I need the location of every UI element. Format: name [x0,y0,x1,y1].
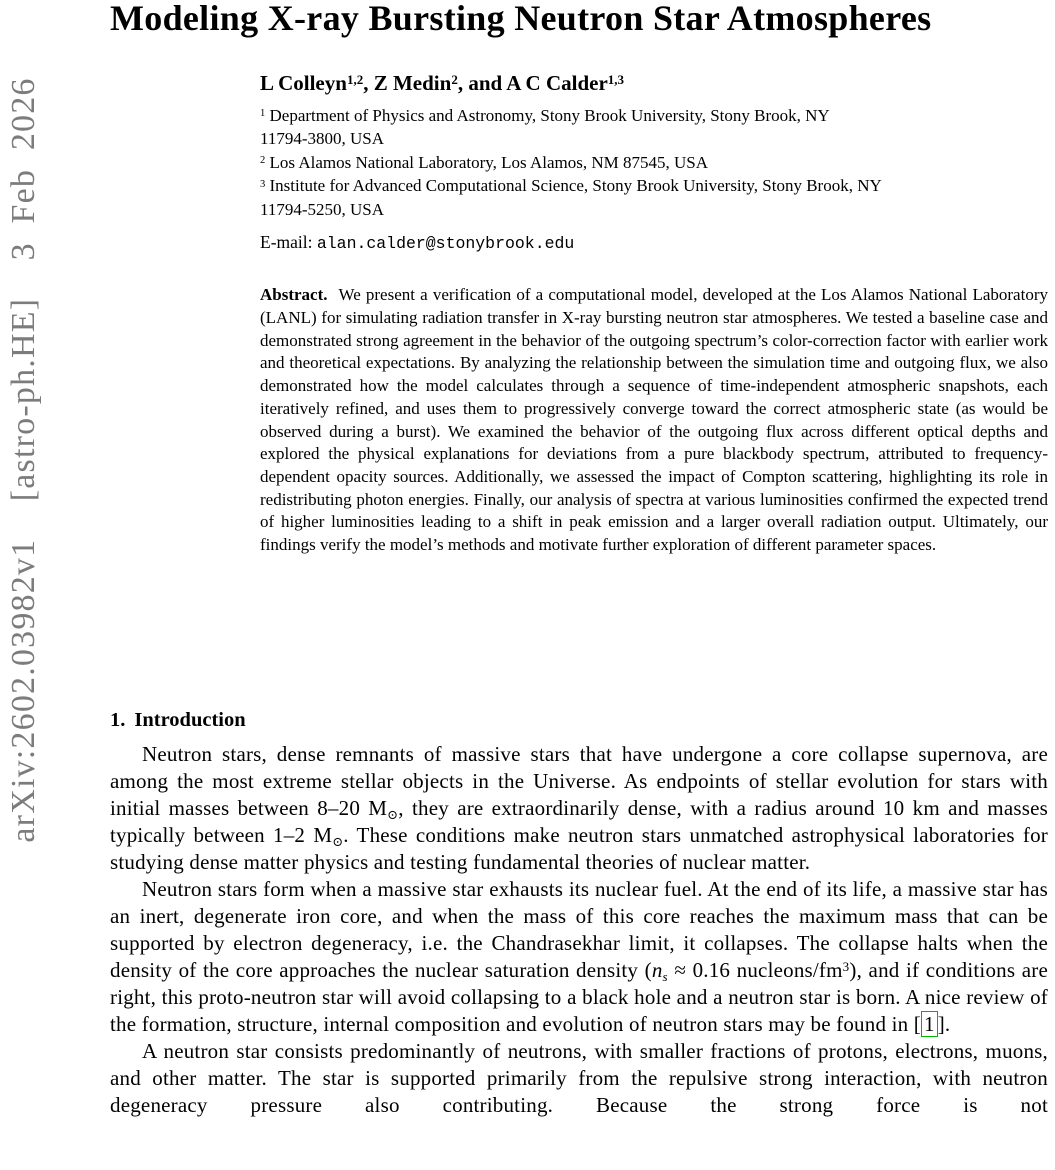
text-run: , they are extraordinarily dense, with a radius around 10 km and masses typically between 1–2 M [110,796,1048,847]
solar-mass-symbol: ⊙ [332,833,344,849]
text-run: ≈ 0.16 nucleons/fm [667,958,843,982]
saturation-density-subscript: s [662,968,668,984]
email-label: E-mail: [260,232,317,253]
affiliation-3-text-2: 11794-5250, USA [260,199,385,219]
email-address: alan.calder@stonybrook.edu [316,234,575,254]
intro-paragraph-3 [110,1038,1048,1119]
text-run: ]. [937,1012,951,1036]
affiliation-2-text: Los Alamos National Laboratory, Los Alamos, NM 87545, USA [269,152,709,172]
front-matter [260,71,1048,557]
affiliation-1 [260,104,1048,151]
section-1-heading [110,709,1048,732]
affiliation-3-mark: 3 [260,178,266,190]
affiliation-3 [260,174,1048,221]
text-run: Neutron stars, dense remnants of massive stars that have undergone a core collapse supernova, are among the most extreme stellar objects in the Universe. As endpoints of stellar evolution for stars with initial masses between 8–20 M [110,742,1048,820]
email-line [260,232,1048,253]
affiliation-3-text: Institute for Advanced Computational Science, Stony Brook University, Stony Brook, NY [269,176,882,196]
author-separator: , [363,70,374,95]
section-number: 1. [110,709,126,731]
affiliations [260,104,1048,222]
author-2: Z Medin [373,70,452,95]
affiliation-1-text-2: 11794-3800, USA [260,129,385,149]
text-run: A neutron star consists predominantly of neutrons, with smaller fractions of protons, electrons, muons, and other matter. The star is supported primarily from the repulsive strong interaction, with neutron degeneracy pressure also contributing. Because the strong force is not [110,1039,1048,1117]
citation-link-1[interactable]: 1 [921,1011,938,1037]
intro-paragraph-2 [110,876,1048,1038]
solar-mass-symbol: ⊙ [387,806,399,822]
abstract-text: We present a verification of a computational model, developed at the Los Alamos National Laboratory (LANL) for simulating radiation transfer in X-ray bursting neutron star atmospheres. We tested a baseline case and demonstrated strong agreement in the behavior of the outgoing spectrum’s color-correction factor with earlier work and theoretical expectations. By analyzing the relationship between the simulation time and outgoing flux, we also demonstrated how the model calculates through a sequence of time-independent atmospheric snapshots, each iteratively refined, and uses them to progressively converge toward the correct atmospheric state (as would be observed during a burst). We examined the behavior of the outgoing flux across different optical depths and explored the physical explanations for deviations from a pure blackbody spectrum, attributed to frequency-dependent opacity sources. Additionally, we assessed the impact of Compton scattering, highlighting its role in redistributing photon energies. Finally, our analysis of spectra at various luminosities confirmed the expected trend of higher luminosities leading to a shift in peak emission and a larger overall radiation output. Ultimately, our findings verify the model’s methods and motivate further exploration of different parameter spaces. [260,285,1048,555]
intro-paragraph-1 [110,741,1048,876]
affiliation-1-text: Department of Physics and Astronomy, Stony Brook University, Stony Brook, NY [269,105,830,125]
abstract-label: Abstract. [260,285,328,305]
abstract [260,284,1048,556]
author-1-affil-marks: 1,2 [346,71,364,87]
author-3-affil-marks: 1,3 [607,71,625,87]
saturation-density-variable: n [651,958,663,982]
text-run: ), and if conditions are right, this proto-neutron star will avoid collapsing to a black hole and a neutron star is born. A nice review of the formation, structure, internal composition and evolution of neutron stars may be found in [ [110,958,1048,1036]
author-1: L Colleyn [260,70,347,95]
text-run: . These conditions make neutron stars unmatched astrophysical laboratories for studying dense matter physics and testing fundamental theories of nuclear matter. [110,823,1048,874]
introduction-section [110,709,1048,1119]
affiliation-2-mark: 2 [260,155,266,167]
paper-content [110,0,1048,1117]
arxiv-stamp-text: arXiv:2602.03982v1 [astro-ph.HE] 3 Feb 2026 [5,77,42,843]
affiliation-2 [260,151,1048,175]
paper-title: Modeling X-ray Bursting Neutron Star Atmospheres [110,0,932,38]
authors-line [260,71,1048,96]
author-2-affil-marks: 2 [451,71,458,87]
author-separator: , and [457,70,507,95]
fm-exponent: 3 [842,959,850,975]
section-title: Introduction [134,709,246,731]
text-run: Neutron stars form when a massive star exhausts its nuclear fuel. At the end of its life, a massive star has an inert, degenerate iron core, and when the mass of this core reaches the maximum mass that can be supported by electron degeneracy, i.e. the Chandrasekhar limit, it collapses. The collapse halts when the density of the core approaches the nuclear saturation density ( [110,877,1048,982]
author-3: A C Calder [506,70,608,95]
affiliation-1-mark: 1 [260,108,266,120]
